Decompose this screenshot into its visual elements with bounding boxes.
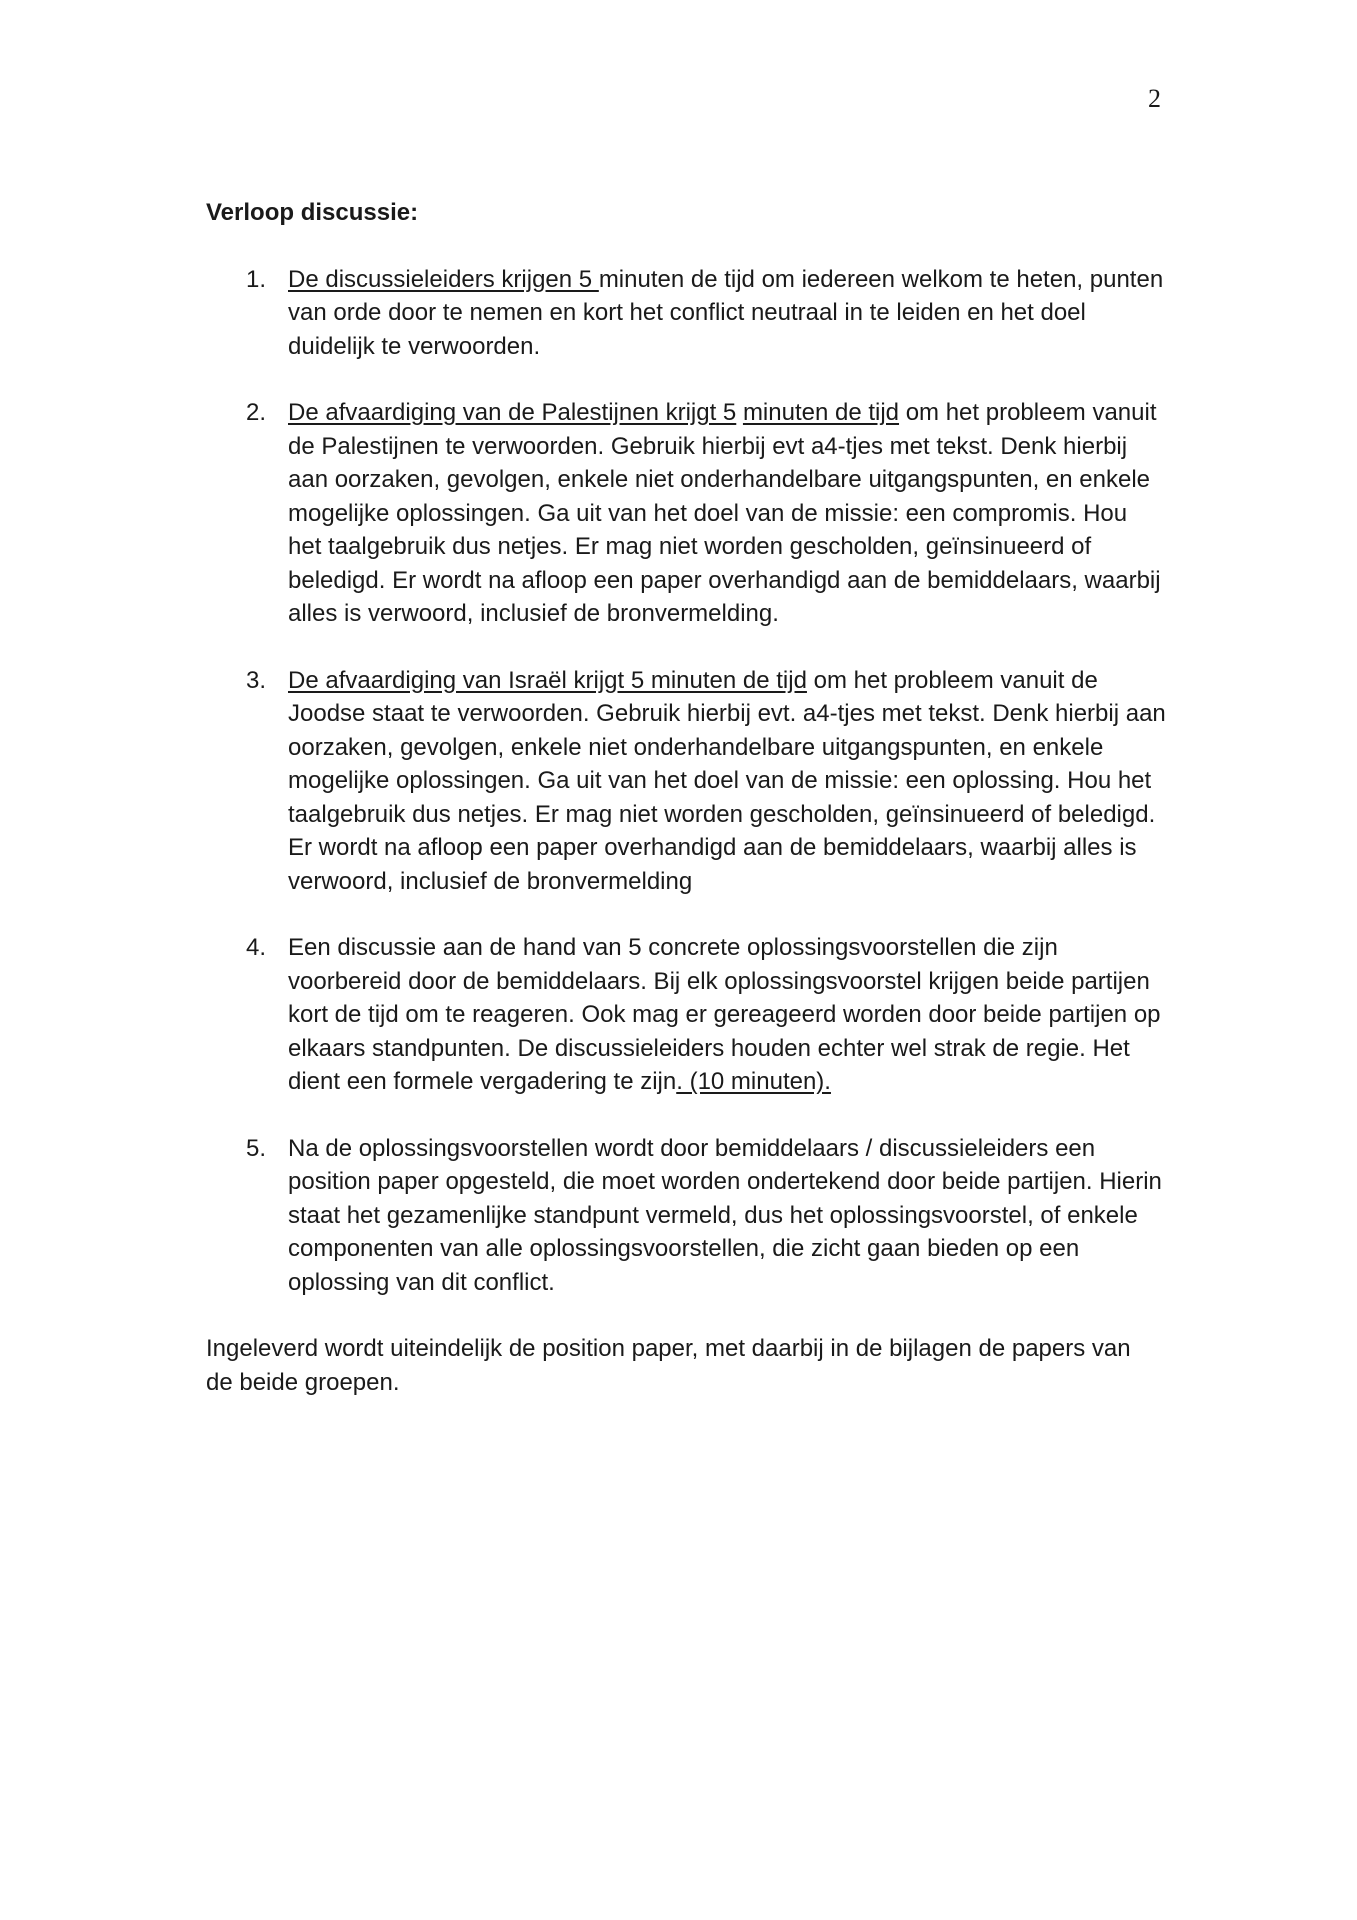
list-item-text-underlined: . (10 minuten). <box>676 1068 831 1095</box>
list-item-text: Een discussie aan de hand van 5 concrete oplossingsvoorstellen die zijn voorbereid door de bemiddelaars. Bij elk oplossingsvoorstel krijgen beide partijen kort de tijd om te reageren. Ook mag er gereageerd worden door beide partijen op elkaars standpunten. De discussieleiders houden echter wel strak de regie. Het dient een formele vergadering te zijn <box>288 934 1161 1095</box>
section-heading: Verloop discussie: <box>206 199 419 226</box>
document-body <box>206 196 1166 1423</box>
list-item-text-underlined: De afvaardiging van de Palestijnen krijgt 5 <box>288 399 737 426</box>
discussion-steps-list <box>206 263 1166 1300</box>
list-item-number: 4. <box>246 934 267 961</box>
list-item-text-underlined: De afvaardiging van Israël krijgt 5 minuten de tijd <box>288 666 807 694</box>
list-item-text: om het probleem vanuit de Joodse staat te verwoorden. Gebruik hierbij evt. a4-tjes met tekst. Denk hierbij aan oorzaken, gevolgen, enkele niet onderhandelbare uitgangspunten, en enkele mogelijke oplossingen. Ga uit van het doel van de missie: een oplossing. Hou het taalgebruik dus netjes. Er mag niet worden gescholden, geïnsinueerd of beledigd. Er wordt na afloop een paper overhandigd aan de bemiddelaars, waarbij alles is verwoord, inclusief de bronvermelding <box>288 666 1166 895</box>
list-item <box>206 1132 1166 1300</box>
list-item <box>206 664 1166 899</box>
list-item-text-underlined: minuten de tijd <box>742 399 900 426</box>
list-item-number: 3. <box>246 666 267 694</box>
list-item-text: minuten de tijd om iedereen welkom te heten, punten van orde door te nemen en kort het conflict neutraal in te leiden en het doel duidelijk te verwoorden. <box>288 265 1164 360</box>
list-item-number: 2. <box>246 399 267 426</box>
page-number: 2 <box>1148 84 1161 113</box>
list-item-number: 5. <box>246 1134 267 1162</box>
closing-paragraph: Ingeleverd wordt uiteindelijk de position paper, met daarbij in de bijlagen de papers van de beide groepen. <box>206 1335 1131 1396</box>
list-item-text-underlined: De discussieleiders krijgen 5 <box>288 265 599 293</box>
list-item <box>206 931 1166 1099</box>
list-item <box>206 396 1166 631</box>
list-item-text: om het probleem vanuit de Palestijnen te verwoorden. Gebruik hierbij evt a4-tjes met tekst. Denk hierbij aan oorzaken, gevolgen, enkele niet onderhandelbare uitgangspunten, en enkele mogelijke oplossingen. Ga uit van het doel van de missie: een compromis. Hou het taalgebruik dus netjes. Er mag niet worden gescholden, geïnsinueerd of beledigd. Er wordt na afloop een paper overhandigd aan de bemiddelaars, waarbij alles is verwoord, inclusief de bronvermelding. <box>288 399 1161 627</box>
list-item-text: Na de oplossingsvoorstellen wordt door bemiddelaars / discussieleiders een position paper opgesteld, die moet worden ondertekend door beide partijen. Hierin staat het gezamenlijke standpunt vermeld, dus het oplossingsvoorstel, of enkele componenten van alle oplossingsvoorstellen, die zicht gaan bieden op een oplossing van dit conflict. <box>288 1134 1162 1296</box>
list-item-number: 1. <box>246 265 267 293</box>
list-item <box>206 263 1166 364</box>
list-item-text <box>736 399 743 426</box>
